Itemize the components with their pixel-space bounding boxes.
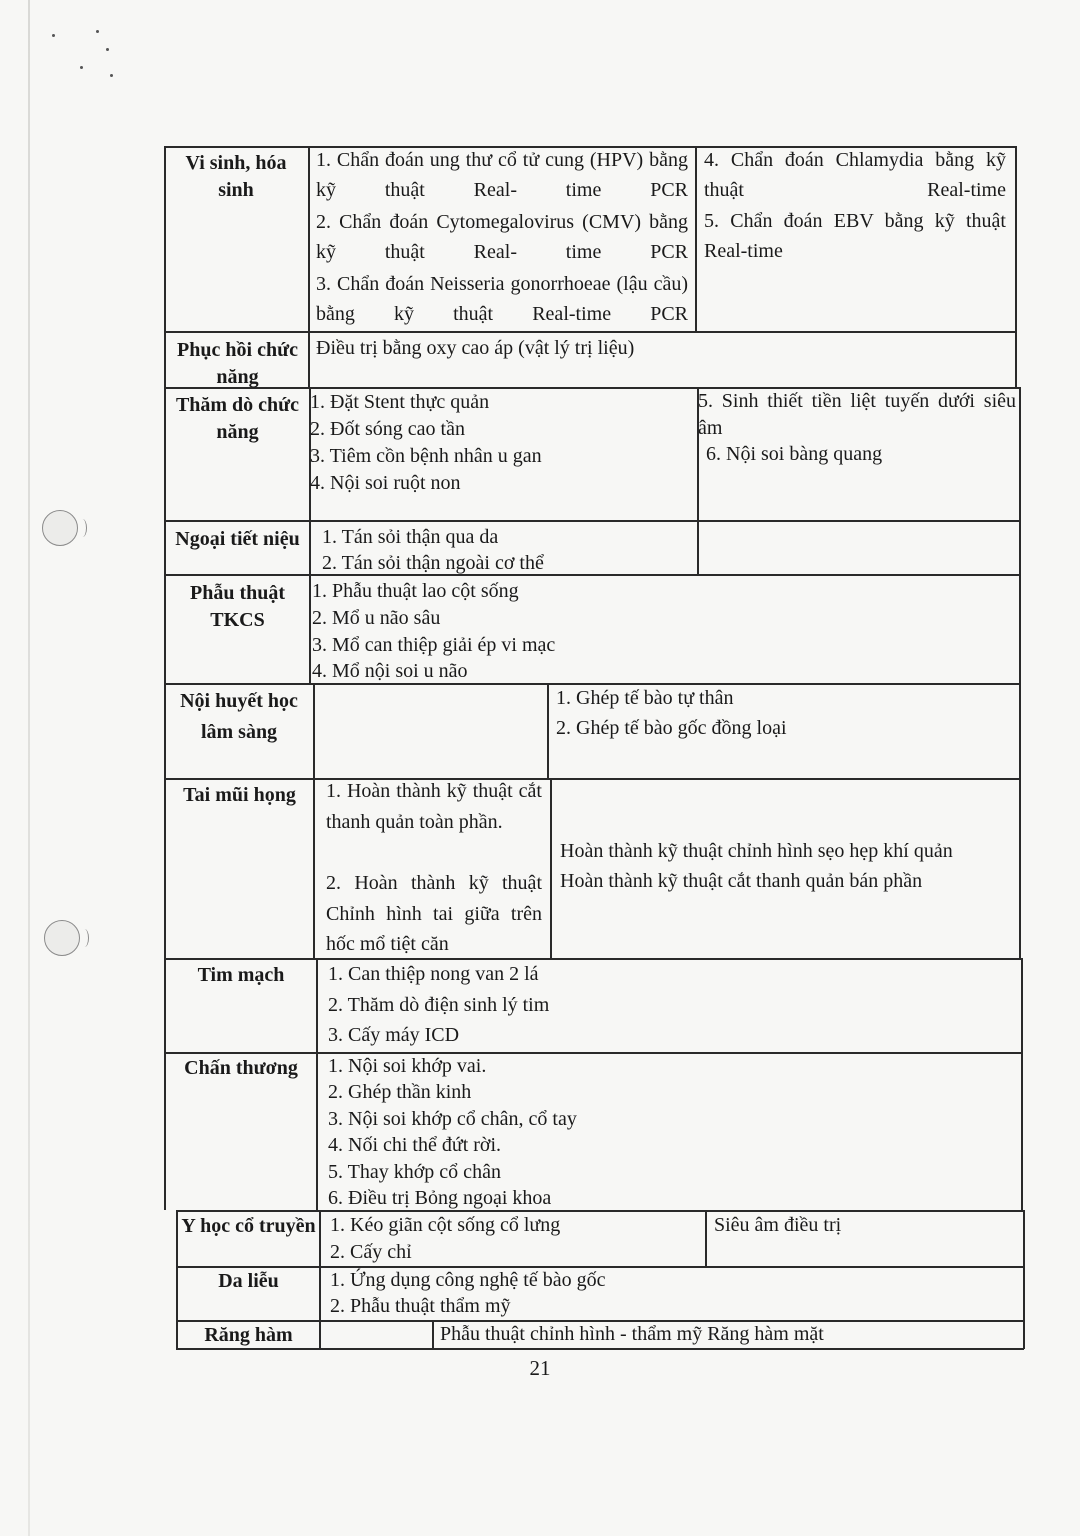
cell-line: Điều trị bằng oxy cao áp (vật lý trị liệu) xyxy=(316,337,635,359)
cell-line: 1. Ghép tế bào tự thân xyxy=(556,687,734,709)
cell-line: 6. Điều trị Bỏng ngoại khoa xyxy=(328,1187,552,1209)
punch-hole-icon xyxy=(44,920,80,956)
dept-rang-ham: Răng hàm xyxy=(204,1324,293,1346)
scan-speck xyxy=(106,48,109,51)
dept-tai-mui-hong: Tai mũi họng xyxy=(183,784,296,806)
cell-line: 1. Ứng dụng công nghệ tế bào gốc xyxy=(330,1269,606,1291)
dept-noi-huyet-hoc: Nội huyết học lâm sàng xyxy=(180,690,298,743)
cell-line: 1. Chẩn đoán ung thư cổ tử cung (HPV) bằng kỹ thuật Real- time PCR xyxy=(316,149,688,201)
cell-line: 1. Đặt Stent thực quản xyxy=(310,391,490,413)
cell-line: 6. Nội soi bàng quang xyxy=(706,443,883,465)
scan-speck xyxy=(52,34,55,37)
cell-line: 2. Chẩn đoán Cytomegalovirus (CMV) bằng kỹ thuật Real- time PCR xyxy=(316,211,688,263)
dept-phau-thuat-tkcs: Phẫu thuật TKCS xyxy=(189,582,286,631)
dept-tim-mach: Tim mạch xyxy=(197,964,285,986)
cell-line: 3. Nội soi khớp cổ chân, cổ tay xyxy=(328,1108,577,1130)
dept-ngoai-tiet-nieu: Ngoại tiết niệu xyxy=(175,528,300,550)
cell-line: 2. Ghép tế bào gốc đồng loại xyxy=(556,717,787,739)
scan-speck xyxy=(80,66,83,69)
cell-line: 4. Nối chi thể đứt rời. xyxy=(328,1134,502,1156)
cell-line: 1. Can thiệp nong van 2 lá xyxy=(328,963,539,985)
dept-vi-sinh: Vi sinh, hóa sinh xyxy=(185,152,287,201)
dept-y-hoc-co-truyen: Y học cổ truyền xyxy=(181,1215,316,1237)
cell-line: 2. Phẫu thuật thẩm mỹ xyxy=(330,1295,511,1317)
cell-line: 4. Chẩn đoán Chlamydia bằng kỹ thuật Real-time xyxy=(704,149,1006,201)
scan-speck xyxy=(110,74,113,77)
page-number: 21 xyxy=(529,1356,551,1380)
cell-line: 2. Hoàn thành kỹ thuật Chỉnh hình tai giữa trên hốc mổ tiệt căn xyxy=(326,872,542,955)
dept-da-lieu: Da liễu xyxy=(218,1270,279,1292)
cell-line: 3. Cấy máy ICD xyxy=(328,1024,460,1046)
cell-line: 4. Mổ nội soi u não xyxy=(312,660,468,682)
punch-hole-icon xyxy=(42,510,78,546)
cell-line: 2. Đốt sóng cao tần xyxy=(310,418,465,440)
cell-line: 3. Tiêm cồn bệnh nhân u gan xyxy=(310,445,542,467)
dept-chan-thuong: Chấn thương xyxy=(184,1057,298,1079)
cell-line: 2. Mổ u não sâu xyxy=(312,607,441,629)
cell-line: 5. Sinh thiết tiền liệt tuyến dưới siêu âm xyxy=(698,390,1016,439)
cell-line: 5. Chẩn đoán EBV bằng kỹ thuật Real-time xyxy=(704,210,1006,262)
cell-line: 2. Cấy chỉ xyxy=(330,1241,412,1263)
cell-line: 1. Nội soi khớp vai. xyxy=(328,1055,487,1077)
cell-line: 1. Hoàn thành kỹ thuật cắt thanh quản toàn phần. xyxy=(326,780,542,833)
cell-line: 1. Kéo giãn cột sống cổ lưng xyxy=(330,1214,561,1236)
cell-line: 3. Mổ can thiệp giải ép vi mạc xyxy=(312,634,556,656)
cell-line: 2. Thăm dò điện sinh lý tim xyxy=(328,994,550,1016)
cell-line: 5. Thay khớp cổ chân xyxy=(328,1161,501,1183)
cell-line: Hoàn thành kỹ thuật cắt thanh quản bán phần xyxy=(560,870,923,892)
scan-speck xyxy=(96,30,99,33)
cell-line: 1. Phẫu thuật lao cột sống xyxy=(312,580,519,602)
cell-line: Hoàn thành kỹ thuật chỉnh hình sẹo hẹp khí quản xyxy=(560,840,953,862)
cell-line: Phẫu thuật chỉnh hình - thẩm mỹ Răng hàm mặt xyxy=(440,1323,824,1345)
cell-line: 4. Nội soi ruột non xyxy=(310,472,461,494)
cell-line: 2. Ghép thần kinh xyxy=(328,1081,472,1103)
dept-tham-do: Thăm dò chức năng xyxy=(175,394,300,443)
page-edge xyxy=(28,0,30,1536)
cell-line: 3. Chẩn đoán Neisseria gonorrhoeae (lậu cầu) bằng kỹ thuật Real-time PCR xyxy=(316,273,688,325)
cell-line: Siêu âm điều trị xyxy=(714,1214,842,1236)
cell-line: 2. Tán sỏi thận ngoài cơ thể xyxy=(322,552,544,574)
cell-line: 1. Tán sỏi thận qua da xyxy=(322,526,499,548)
dept-phuc-hoi: Phục hồi chức năng xyxy=(177,339,298,388)
